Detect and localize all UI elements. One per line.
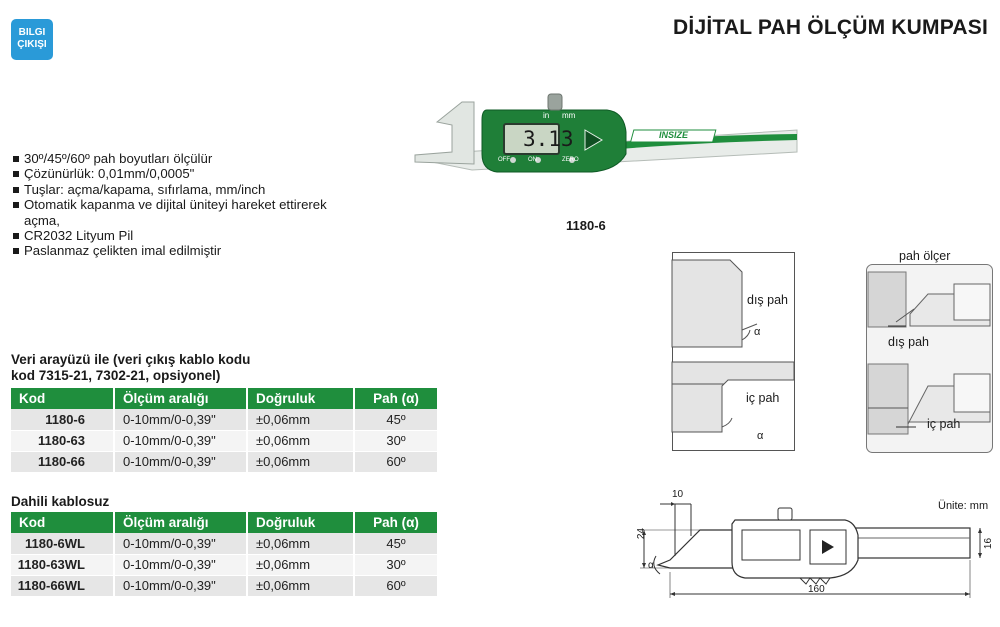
cell-accuracy: ±0,06mm: [247, 533, 354, 554]
dim-160: 160: [808, 584, 825, 595]
chamfer-diagram: [672, 252, 797, 452]
cell-code: 1180-6: [11, 409, 114, 430]
cell-accuracy: ±0,06mm: [247, 451, 354, 472]
dim-alpha: α: [648, 560, 654, 571]
display-label-off: OFF: [498, 157, 510, 163]
cell-chamfer: 60º: [354, 451, 437, 472]
feature-item: CR2032 Lityum Pil: [12, 228, 332, 243]
page-title: DİJİTAL PAH ÖLÇÜM KUMPASI: [673, 16, 988, 39]
feature-item: Çözünürlük: 0,01mm/0,0005": [12, 166, 332, 181]
table-row: [11, 409, 437, 430]
dim-24: 24: [636, 527, 648, 540]
cell-chamfer: 60º: [354, 575, 437, 596]
alpha-label-outer: α: [754, 326, 761, 338]
cell-range: 0-10mm/0-0,39": [114, 575, 247, 596]
cell-accuracy: ±0,06mm: [247, 575, 354, 596]
caliper-product-image: [412, 92, 802, 182]
cell-chamfer: 45º: [354, 409, 437, 430]
table2-title: Dahili kablosuz: [11, 494, 110, 509]
display-label-on: ON: [528, 157, 537, 163]
gauge-inner-label: iç pah: [927, 417, 961, 431]
cell-range: 0-10mm/0-0,39": [114, 533, 247, 554]
cell-chamfer: 45º: [354, 533, 437, 554]
cell-accuracy: ±0,06mm: [247, 430, 354, 451]
display-reading: 3.13: [523, 127, 574, 151]
table-header-row: [11, 512, 437, 533]
cell-code: 1180-6WL: [11, 533, 114, 554]
cell-range: 0-10mm/0-0,39": [114, 430, 247, 451]
header-range: Ölçüm aralığı: [114, 512, 247, 533]
alpha-label-inner: α: [757, 430, 764, 442]
table-header-row: [11, 388, 437, 409]
unit-label: Ünite: mm: [938, 500, 989, 512]
info-output-badge: [11, 19, 53, 60]
feature-item: Otomatik kapanma ve dijital üniteyi hareket ettirerek açma,: [12, 197, 332, 228]
display-label-mm: mm: [562, 111, 576, 120]
cell-range: 0-10mm/0-0,39": [114, 451, 247, 472]
cell-chamfer: 30º: [354, 430, 437, 451]
header-chamfer: Pah (α): [354, 512, 437, 533]
header-code: Kod: [11, 388, 114, 409]
header-range: Ölçüm aralığı: [114, 388, 247, 409]
header-code: Kod: [11, 512, 114, 533]
cell-code: 1180-66: [11, 451, 114, 472]
product-model-label: 1180-6: [566, 218, 606, 233]
cell-code: 1180-63WL: [11, 554, 114, 575]
header-chamfer: Pah (α): [354, 388, 437, 409]
cell-code: 1180-63: [11, 430, 114, 451]
header-accuracy: Doğruluk: [247, 512, 354, 533]
inner-chamfer-label: iç pah: [746, 391, 780, 405]
cell-accuracy: ±0,06mm: [247, 409, 354, 430]
cell-chamfer: 30º: [354, 554, 437, 575]
cell-accuracy: ±0,06mm: [247, 554, 354, 575]
outer-chamfer-label: dış pah: [747, 293, 789, 307]
feature-list: [12, 151, 332, 259]
dim-10: 10: [672, 489, 684, 500]
cell-range: 0-10mm/0-0,39": [114, 409, 247, 430]
feature-item: 30º/45º/60º pah boyutları ölçülür: [12, 151, 332, 166]
table-row: [11, 554, 437, 575]
spec-table-wireless: [11, 512, 437, 597]
badge-line1: BILGI: [18, 27, 46, 38]
table1-title-line2: kod 7315-21, 7302-21, opsiyonel): [11, 368, 221, 383]
table1-title: [11, 352, 250, 384]
dim-16: 16: [983, 537, 995, 550]
gauge-outer-label: dış pah: [888, 335, 930, 349]
table-row: [11, 533, 437, 554]
badge-line2: ÇIKIŞI: [17, 39, 47, 50]
spec-table-data-interface: [11, 388, 437, 473]
cell-range: 0-10mm/0-0,39": [114, 554, 247, 575]
feature-item: Paslanmaz çelikten imal edilmiştir: [12, 243, 332, 258]
table-row: [11, 575, 437, 596]
brand-logo-text: INSIZE: [659, 130, 689, 140]
feature-item: Tuşlar: açma/kapama, sıfırlama, mm/inch: [12, 182, 332, 197]
display-label-in: in: [543, 111, 550, 120]
table-row: [11, 430, 437, 451]
header-accuracy: Doğruluk: [247, 388, 354, 409]
table1-title-line1: Veri arayüzü ile (veri çıkış kablo kodu: [11, 352, 251, 367]
display-label-zero: ZERO: [562, 157, 579, 163]
cell-code: 1180-66WL: [11, 575, 114, 596]
chamfer-gauge-title: pah ölçer: [899, 249, 951, 263]
table-row: [11, 451, 437, 472]
